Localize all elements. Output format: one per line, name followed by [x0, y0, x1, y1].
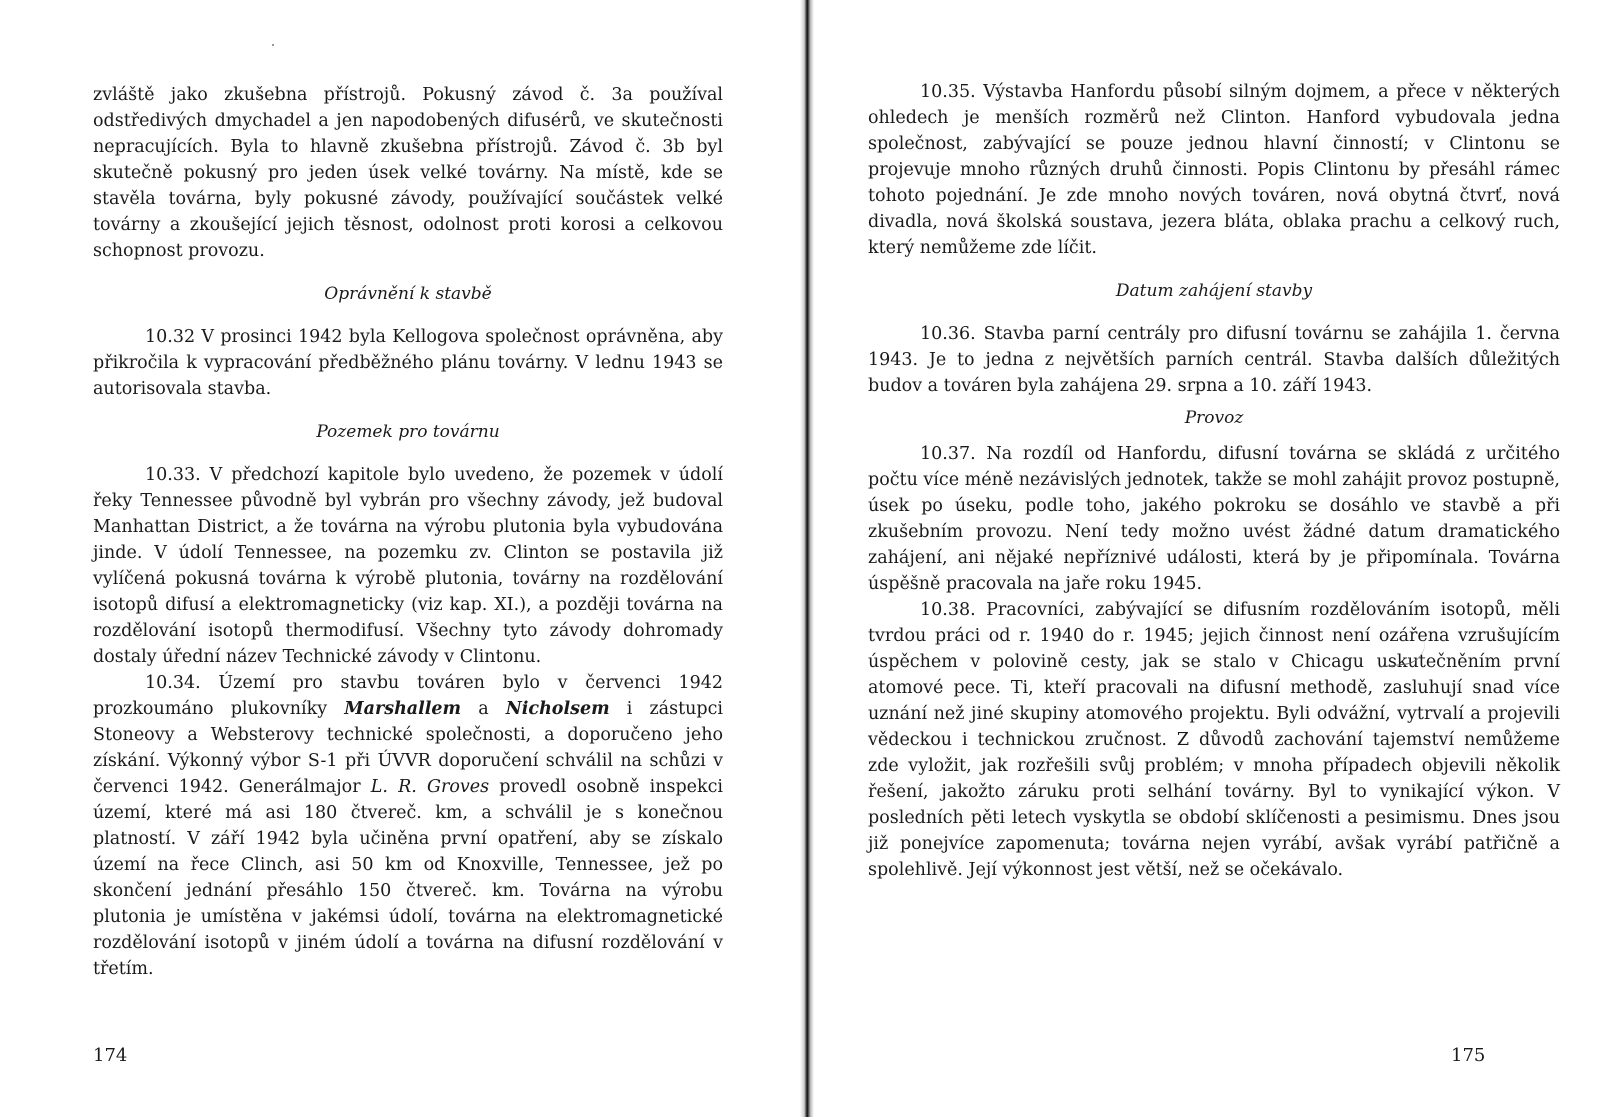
right-page-text: [868, 79, 1560, 883]
text-run: a: [461, 699, 506, 719]
page-number-left: 174: [93, 1045, 128, 1066]
paragraph-10-35: 10.35. Výstavba Hanfordu působí silným dojmem, a přece v některých ohledech je menších rozměrů než Clinton. Hanford vybudovala jedna společnost, zabývající se pouze jednou hlavní činností; v Clintonu se projevuje mnoho různých druhů činnosti. Popis Clintonu by přesáhl rámec tohoto pojednání. Je zde mnoho nových továren, nová obytná čtvrť, nová divadla, nová školská soustava, jezera bláta, oblaka prachu a celkový ruch, který nemůžeme zde líčit.: [868, 82, 1560, 258]
right-page: [818, 0, 1600, 1117]
section-heading-authorization: Oprávnění k stavbě: [324, 284, 492, 304]
name-groves: L. R. Groves: [370, 777, 490, 797]
section-heading-operation: Provoz: [1184, 408, 1244, 428]
paragraph-10-32: 10.32 V prosinci 1942 byla Kellogova společnost oprávněna, aby přikročila k vypracování předběžného plánu továrny. V lednu 1943 se autorisovala stavba.: [93, 327, 723, 399]
speck: [272, 44, 274, 46]
paragraph-continued: zvláště jako zkušebna přístrojů. Pokusný závod č. 3a používal odstředivých dmychadel a jen napodobených difusérů, ve skutečnosti nepracujících. Byla to hlavně zkušebna přístrojů. Závod č. 3b byl skutečně pokusný pro jeden úsek velké továrny. Na místě, kde se stavěla továrna, byly pokusné závody, používající součástek velké továrny a zkoušející jejich těsnost, odolnost proti korosi a celkovou schopnost provozu.: [93, 85, 723, 261]
paragraph-10-36: 10.36. Stavba parní centrály pro difusní továrnu se zahájila 1. června 1943. Je to jedna z největších parních centrál. Stavba dalších důležitých budov a továren byla zahájena 29. srpna a 10. září 1943.: [868, 324, 1560, 396]
paragraph-10-37: 10.37. Na rozdíl od Hanfordu, difusní továrna se skládá z určitého počtu více méně nezávislých jednotek, takže se mohl zahájit provoz postupně, úsek po úseku, podle toho, jakého pokroku se dosáhlo ve stavbě a při zkušebním provozu. Není tedy možno uvést žádné datum dramatického zahájení, ani nějaké nepříznivé události, která by je připomínala. Továrna úspěšně pracovala na jaře roku 1945.: [868, 444, 1560, 594]
name-nichols: Nicholsem: [505, 699, 610, 719]
left-page-text: [93, 82, 723, 982]
name-marshall: Marshallem: [344, 699, 462, 719]
book-gutter: [800, 0, 814, 1117]
page-number-right: 175: [1451, 1045, 1486, 1066]
paragraph-10-38: 10.38. Pracovníci, zabývající se difusním rozdělováním isotopů, měli tvrdou práci od r. 1940 do r. 1945; jejich činnost není ozářena vzrušujícím úspěchem v polovině cesty, jak se stalo v Chicagu uskutečněním první atomové pece. Ti, kteří pracovali na difusní methodě, zasluhují snad více uznání než jiné skupiny atomového projektu. Byli odvážní, vytrvalí a projevili vědeckou i technickou zručnost. Z důvodů zachování tajemství nemůžeme zde vyložit, jak rozřešili svůj problém; v mnoha případech objevili několik řešení, jakožto záruku proti selhání továrny. Byl to vynikající výkon. V posledních pěti letech vyskytla se období sklíčenosti a pesimismu. Dnes jsou již ponejvíce zapomenuta; továrna nejen vyrábí, avšak vyrábí patřičně a spolehlivě. Její výkonnost jest větší, než se očekávalo.: [868, 600, 1560, 880]
text-run: provedl osobně inspekci území, které má asi 180 čtvereč. km, a schválil je s konečnou platností. V září 1942 byla učiněna první opatření, aby se získalo území na řece Clinch, asi 50 km od Knoxville, Tennessee, jež po skončení jednání přesáhlo 150 čtvereč. km. Továrna na výrobu plutonia je umístěna v jakémsi údolí, továrna na elektromagnetické rozdělování isotopů v jiném údolí a továrna na difusní rozdělování v třetím.: [93, 777, 724, 979]
section-heading-start-date: Datum zahájení stavby: [1115, 281, 1313, 301]
paragraph-10-34: [93, 670, 723, 982]
paragraph-10-33: 10.33. V předchozí kapitole bylo uvedeno, že pozemek v údolí řeky Tennessee původně byl vybrán pro všechny závody, jež budoval Manhattan District, a že továrna na výrobu plutonia byla vybudována jinde. V údolí Tennessee, na pozemku zv. Clinton se postavila již vylíčená pokusná továrna k výrobě plutonia, továrny na rozdělování isotopů difusí a elektromagneticky (viz kap. XI.), a později továrna na rozdělování isotopů thermodifusí. Všechny tyto závody dohromady dostaly úřední název Technické závody v Clintonu.: [93, 465, 723, 667]
text-run: 10.34. Území pro stavbu továren bylo v červenci 1942 prozkoumáno plukovníky: [93, 673, 723, 719]
text-run: i zástupci Stoneovy a Websterovy technické společnosti, a doporučeno jeho získání. Výkonný výbor S-1 při ÚVVR doporučení schválil na schůzi v červenci 1942. Generálmajor: [93, 699, 724, 797]
section-heading-site: Pozemek pro továrnu: [316, 422, 500, 442]
